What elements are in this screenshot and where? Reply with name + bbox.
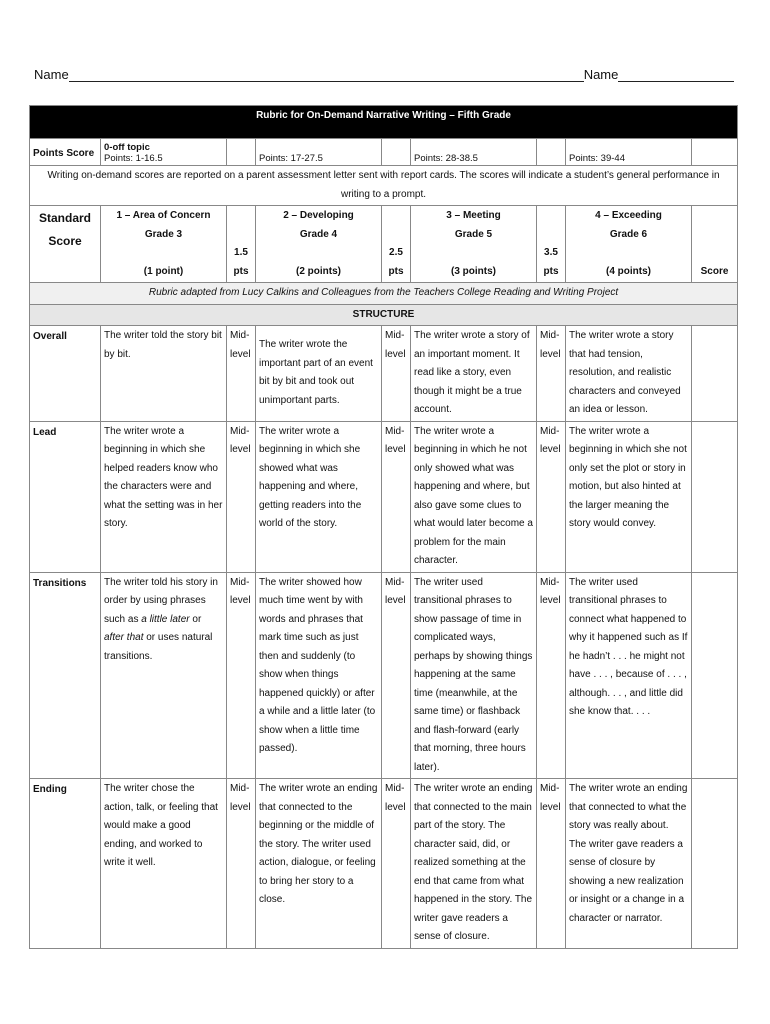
- level-heading: 2 – Developing: [283, 210, 354, 221]
- score-cell[interactable]: [692, 421, 738, 572]
- half-points-unit: pts: [233, 265, 249, 277]
- level-heading: 1 – Area of Concern: [116, 210, 211, 221]
- table-row: [30, 779, 738, 949]
- mid-level-cell: Mid-level: [382, 572, 411, 779]
- rubric-table: [29, 105, 738, 949]
- level-1-cell: [101, 572, 227, 779]
- level-4-cell: The writer wrote a beginning in which she not only set the plot or story in motion, but also hinted at the larger meaning the story would convey.: [566, 421, 692, 572]
- level-grade: Grade 6: [609, 228, 648, 240]
- level-2-cell: The writer showed how much time went by with words and phrases that mark time such as just then and suddenly (to show when things happened quickly) or after a while and a little later (to show when a little time passed).: [256, 572, 382, 779]
- rubric-title: Rubric for On-Demand Narrative Writing – Fifth Grade: [30, 106, 738, 139]
- level-2-cell: The writer wrote a beginning in which she showed what was happening and where, getting readers into the world of the story.: [256, 421, 382, 572]
- level-points: (2 points): [296, 265, 341, 277]
- half-points-2: [382, 206, 411, 283]
- name-label-2: Name: [583, 67, 619, 82]
- level-points: (3 points): [451, 265, 496, 277]
- row-label-transitions: Transitions: [30, 572, 101, 779]
- level-1-header: [101, 206, 227, 283]
- mid-level-cell: Mid-level: [537, 779, 566, 949]
- level-2-cell: The writer wrote an ending that connected to the beginning or the middle of the story. The writer used action, dialogue, or feeling to bring her story to a close.: [256, 779, 382, 949]
- level-3-cell: The writer wrote a beginning in which he not only showed what was happening and where, but also gave some clues to what would later become a problem for the main character.: [411, 421, 537, 572]
- standard-score-header: [30, 206, 101, 283]
- half-points-value: 1.5: [234, 247, 248, 258]
- half-points-3: [537, 206, 566, 283]
- score-header: Score: [692, 206, 738, 283]
- mid-level-cell: Mid-level: [227, 421, 256, 572]
- cell-text: The writer told his story in order by using phrases such as: [104, 576, 218, 625]
- name-blank-2[interactable]: [618, 68, 734, 82]
- mid-level-cell: Mid-level: [227, 779, 256, 949]
- table-row: [30, 421, 738, 572]
- level-3-cell: The writer wrote an ending that connected to the main part of the story. The character said, did, or realized something at the end that came from what happened in the story. The writer gave readers a sense of closure.: [411, 779, 537, 949]
- mid-level-cell: Mid-level: [382, 326, 411, 422]
- half-points-1: [227, 206, 256, 283]
- cell-text: or: [189, 613, 202, 625]
- mid-level-cell: Mid-level: [537, 572, 566, 779]
- level-1-cell: The writer chose the action, talk, or feeling that would make a good ending, and worked to write it well.: [101, 779, 227, 949]
- table-row: [30, 572, 738, 779]
- mid-level-cell: Mid-level: [537, 421, 566, 572]
- level-3-cell: The writer used transitional phrases to show passage of time in complicated ways, perhaps by showing things happening at the same time (meanwhile, at the same time) or flashback and flash-forward (early that morning, three hours later).: [411, 572, 537, 779]
- points-blank: [227, 139, 256, 166]
- mid-level-cell: Mid-level: [382, 421, 411, 572]
- score-cell[interactable]: [692, 326, 738, 422]
- name-blank-1[interactable]: [69, 68, 584, 82]
- score-cell[interactable]: [692, 572, 738, 779]
- level-4-header: [566, 206, 692, 283]
- half-points-value: 2.5: [389, 247, 403, 258]
- points-score-label: Points Score: [30, 139, 101, 166]
- level-2-cell: The writer wrote the important part of an event bit by bit and took out unimportant parts.: [256, 326, 382, 422]
- score-cell[interactable]: [692, 779, 738, 949]
- level-grade: Grade 5: [454, 228, 493, 240]
- mid-level-cell: Mid-level: [537, 326, 566, 422]
- mid-level-cell: Mid-level: [227, 326, 256, 422]
- level-points: (4 points): [606, 265, 651, 277]
- points-range-2-text: Points: 17-27.5: [259, 153, 323, 164]
- section-structure: STRUCTURE: [30, 304, 738, 326]
- cell-text-italic: after that: [104, 632, 144, 643]
- score-label: Score: [48, 234, 82, 248]
- standard-label: Standard: [38, 211, 91, 225]
- points-blank: [692, 139, 738, 166]
- level-3-cell: The writer wrote a story of an important moment. It read like a story, even though it might be a true account.: [411, 326, 537, 422]
- points-range-4: [566, 139, 692, 166]
- level-4-cell: The writer wrote an ending that connected to what the story was really about. The writer gave readers a sense of closure by showing a new realization or insight or a change in a character or narrator.: [566, 779, 692, 949]
- level-grade: Grade 3: [144, 228, 183, 240]
- level-4-cell: The writer wrote a story that had tension, resolution, and realistic characters and conveyed an idea or lesson.: [566, 326, 692, 422]
- level-points: (1 point): [143, 265, 184, 277]
- level-4-cell: The writer used transitional phrases to connect what happened to why it happened such as If he hadn’t . . . he might not have . . . , because of . . . , although. . . , and little did she know that. . . .: [566, 572, 692, 779]
- level-3-header: [411, 206, 537, 283]
- mid-level-cell: Mid-level: [382, 779, 411, 949]
- points-off-topic: 0-off topic: [104, 142, 150, 153]
- half-points-unit: pts: [543, 265, 559, 277]
- cell-text-italic: a little later: [141, 613, 190, 625]
- level-grade: Grade 4: [299, 228, 338, 240]
- mid-level-cell: Mid-level: [227, 572, 256, 779]
- level-heading: 3 – Meeting: [446, 210, 501, 221]
- table-row: [30, 326, 738, 422]
- points-range-2: [256, 139, 382, 166]
- points-range-4-text: Points: 39-44: [569, 153, 625, 164]
- half-points-unit: pts: [388, 265, 404, 277]
- points-range-1: [101, 139, 227, 166]
- points-range-1-text: Points: 1-16.5: [104, 153, 163, 164]
- points-range-3: [411, 139, 537, 166]
- level-1-cell: The writer wrote a beginning in which she helped readers know who the characters were and what the setting was in her story.: [101, 421, 227, 572]
- row-label-ending: Ending: [30, 779, 101, 949]
- row-label-overall: Overall: [30, 326, 101, 422]
- level-2-header: [256, 206, 382, 283]
- name-label-1: Name: [34, 67, 69, 82]
- report-note: Writing on-demand scores are reported on a parent assessment letter sent with report cards. The scores will indicate a student’s general performance in writing to a prompt.: [30, 166, 738, 206]
- adapted-note: Rubric adapted from Lucy Calkins and Colleagues from the Teachers College Reading and Writing Project: [30, 283, 738, 305]
- level-1-cell: The writer told the story bit by bit.: [101, 326, 227, 422]
- half-points-value: 3.5: [544, 247, 558, 258]
- points-blank: [382, 139, 411, 166]
- row-label-lead: Lead: [30, 421, 101, 572]
- points-blank: [537, 139, 566, 166]
- name-fields: [34, 64, 734, 82]
- cell-text: or uses natural transitions.: [104, 632, 213, 662]
- level-heading: 4 – Exceeding: [595, 210, 662, 221]
- points-range-3-text: Points: 28-38.5: [414, 153, 478, 164]
